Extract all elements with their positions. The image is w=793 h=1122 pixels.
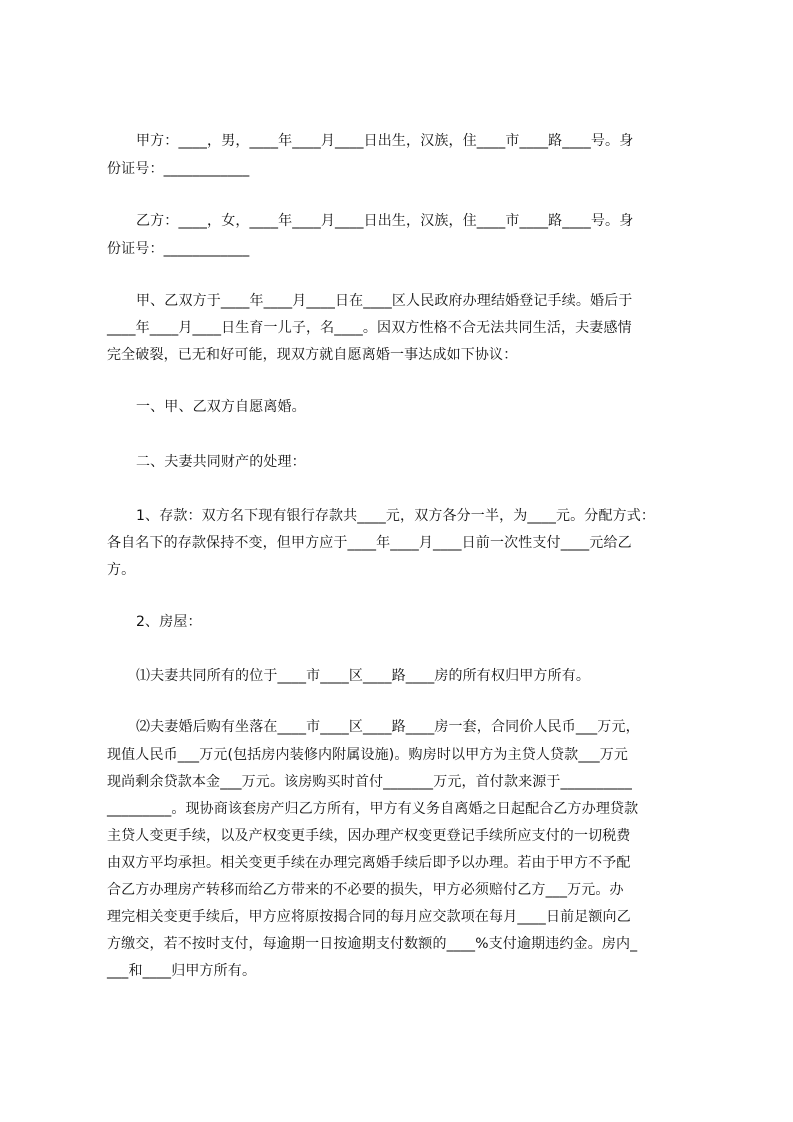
house-clause-2-line-6: 由双方平均承担。相关变更手续在办理完离婚手续后即予以办理。若由于甲方不予配 [107, 855, 631, 871]
house-clause-2-line-10: ___和____归甲方所有。 [107, 963, 257, 979]
house-clause-2-line-2: 现值人民币___万元(包括房内装修内附属设施)。购房时以甲方为主贷人贷款___万元 [107, 747, 629, 763]
deposit-line-1: 1、存款：双方名下现有银行存款共____元，双方各分一半，为____元。分配方式： [136, 508, 656, 524]
house-clause-2-line-3: 现尚剩余贷款本金___万元。该房购买时首付_______万元，首付款来源于__________ [107, 774, 633, 790]
party-b-line-2: 份证号：____________ [107, 241, 250, 257]
house-clause-2-line-7: 合乙方办理房产转移而给乙方带来的不必要的损失，甲方必须赔付乙方___万元。办 [107, 882, 624, 898]
house-clause-2-line-1: ⑵夫妻婚后购有坐落在____市____区____路____房一套，合同价人民币___万元， [136, 719, 640, 735]
party-b-line-1: 乙方：____，女，____年____月____日出生，汉族，住____市____路____号。身 [136, 213, 634, 229]
house-clause-2-line-9: 方缴交，若不按时支付，每逾期一日按逾期支付数额的____%支付逾期违约金。房内_ [107, 936, 638, 952]
deposit-line-2: 各自名下的存款保持不变，但甲方应于____年____月____日前一次性支付____元给乙 [107, 535, 632, 551]
house-clause-2-line-8: 理完相关变更手续后，甲方应将原按揭合同的每月应交款项在每月____日前足额向乙 [107, 909, 631, 925]
party-a-line-2: 份证号：____________ [107, 161, 250, 177]
preamble-line-3: 完全破裂，已无和好可能，现双方就自愿离婚一事达成如下协议： [107, 347, 518, 363]
deposit-line-3: 方。 [107, 562, 136, 578]
clause-2: 二、夫妻共同财产的处理： [136, 454, 306, 470]
house-clause-2-line-4: _________。现协商该套房产归乙方所有，甲方有义务自离婚之日起配合乙方办理贷款 [107, 801, 639, 817]
house-clause-2-line-5: 主贷人变更手续，以及产权变更手续，因办理产权变更登记手续所应支付的一切税费 [107, 828, 631, 844]
preamble-line-1: 甲、乙双方于____年____月____日在____区人民政府办理结婚登记手续。婚后于 [136, 293, 633, 309]
house-heading: 2、房屋： [136, 614, 202, 630]
house-clause-1: ⑴夫妻共同所有的位于____市____区____路____房的所有权归甲方所有。 [136, 668, 590, 684]
party-a-line-1: 甲方：____，男，____年____月____日出生，汉族，住____市____路____号。身 [136, 133, 634, 149]
clause-1: 一、甲、乙双方自愿离婚。 [136, 399, 306, 415]
preamble-line-2: ____年____月____日生育一儿子，名____。因双方性格不合无法共同生活，夫妻感情 [107, 320, 632, 336]
